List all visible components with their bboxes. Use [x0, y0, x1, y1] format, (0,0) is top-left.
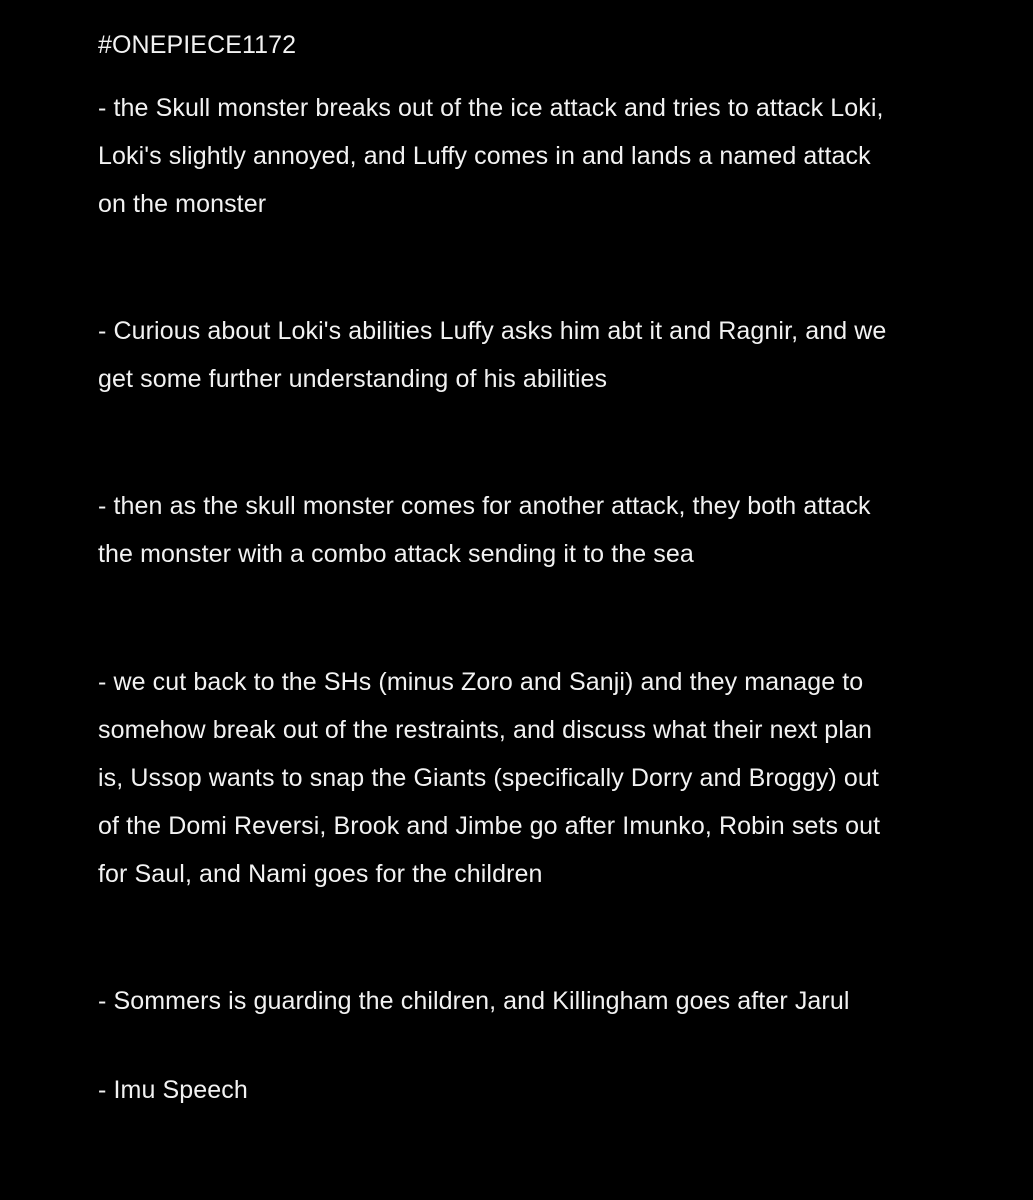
paragraph-skull-monster — [98, 84, 958, 228]
paragraph-loki-abilities — [98, 307, 958, 403]
text-line: - Imu Speech — [98, 1076, 248, 1104]
text-line: on the monster — [98, 190, 267, 218]
text-line: - then as the skull monster comes for another attack, they both attack — [98, 492, 871, 520]
text-line: for Saul, and Nami goes for the children — [98, 860, 543, 888]
hashtag-title: #ONEPIECE1172 — [98, 31, 297, 59]
text-line: is, Ussop wants to snap the Giants (specifically Dorry and Broggy) out — [98, 764, 879, 792]
text-line: - Curious about Loki's abilities Luffy asks him abt it and Ragnir, and we — [98, 317, 887, 345]
paragraph-imu-speech — [98, 1066, 958, 1114]
text-line: - we cut back to the SHs (minus Zoro and Sanji) and they manage to — [98, 668, 864, 696]
paragraph-straw-hats-plan — [98, 658, 958, 898]
text-line: of the Domi Reversi, Brook and Jimbe go after Imunko, Robin sets out — [98, 812, 881, 840]
text-line: Loki's slightly annoyed, and Luffy comes in and lands a named attack — [98, 142, 871, 170]
text-line: get some further understanding of his abilities — [98, 365, 608, 393]
paragraph-sommers-killingham — [98, 977, 958, 1025]
text-line: - the Skull monster breaks out of the ice attack and tries to attack Loki, — [98, 94, 884, 122]
paragraph-combo-attack — [98, 482, 958, 578]
text-line: - Sommers is guarding the children, and Killingham goes after Jarul — [98, 987, 850, 1015]
text-line: the monster with a combo attack sending it to the sea — [98, 540, 694, 568]
text-line: somehow break out of the restraints, and discuss what their next plan — [98, 716, 872, 744]
